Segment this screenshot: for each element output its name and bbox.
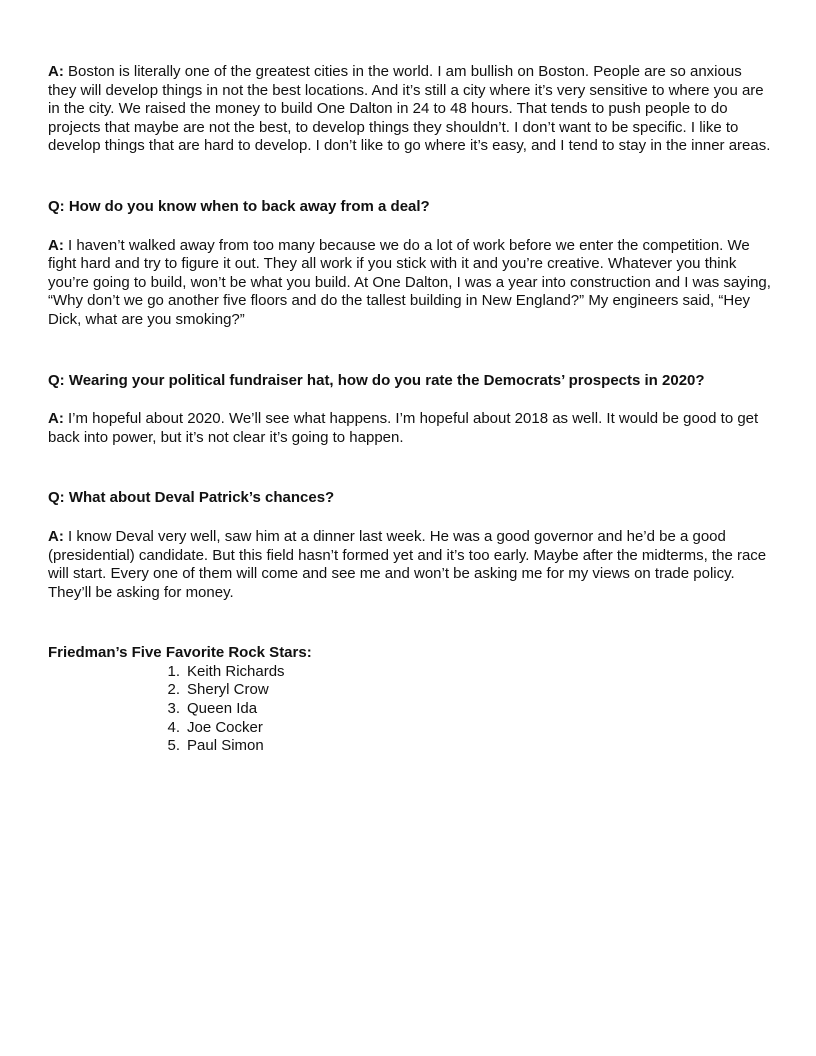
answer-text: Boston is literally one of the greatest cities in the world. I am bullish on Boston. People are so anxious they will develop things in not the best locations. And it’s still a city where it’s very sensitive to where you are in the city. We raised the money to build One Dalton in 24 to 48 hours. That tends to push people to do projects that maybe are not the best, to develop things they shouldn’t. I don’t want to be specific. I like to develop things that are hard to develop. I don’t like to go where it’s easy, and I tend to stay in the inner areas. [48, 63, 771, 155]
answer-label: A: [48, 63, 64, 80]
answer-label: A: [48, 236, 64, 254]
answer-paragraph-democrats-2020 [48, 410, 774, 447]
document-page [48, 63, 774, 756]
list-item-name: Keith Richards [187, 662, 285, 680]
list-item-name: Queen Ida [187, 700, 258, 718]
favorites-title: Friedman’s Five Favorite Rock Stars: [48, 644, 312, 662]
list-item-name: Joe Cocker [187, 718, 263, 736]
question-back-away: Q: How do you know when to back away from a deal? [48, 197, 430, 215]
answer-paragraph-deval-patrick [48, 528, 774, 602]
list-item [48, 719, 774, 738]
list-number: 1. [167, 662, 180, 680]
list-item [48, 737, 774, 756]
favorites-list [48, 663, 774, 756]
answer-label: A: [48, 527, 64, 545]
question-deval-patrick: Q: What about Deval Patrick’s chances? [48, 489, 335, 507]
list-number: 3. [167, 700, 180, 718]
answer-label: A: [48, 410, 64, 428]
list-number: 2. [167, 681, 180, 699]
answer-paragraph-boston [48, 63, 774, 156]
list-item-name: Sheryl Crow [187, 681, 269, 699]
question-democrats-2020: Q: Wearing your political fundraiser hat, how do you rate the Democrats’ prospects in 2020? [48, 371, 705, 389]
list-item [48, 663, 774, 682]
list-number: 5. [167, 737, 180, 755]
list-item [48, 681, 774, 700]
list-number: 4. [167, 718, 180, 736]
list-item [48, 700, 774, 719]
list-item-name: Paul Simon [187, 737, 264, 755]
answer-text: I know Deval very well, saw him at a dinner last week. He was a good governor and he’d be a good (presidential) candidate. But this field hasn’t formed yet and it’s too early. Maybe after the midterms, the race will start. Every one of them will come and see me and won’t be asking me for my views on trade policy. They’ll be asking for money. [48, 527, 767, 601]
answer-text: I’m hopeful about 2020. We’ll see what happens. I’m hopeful about 2018 as well. It would be good to get back into power, but it’s not clear it’s going to happen. [48, 410, 759, 446]
answer-text: I haven’t walked away from too many because we do a lot of work before we enter the competition. We fight hard and try to figure it out. They all work if you stick with it and you’re creative. Whatever you think you’re going to build, won’t be what you build. At One Dalton, I was a year into construction and I was saying, “Why don’t we go another five floors and do the tallest building in New England?” My engineers said, “Hey Dick, what are you smoking?” [48, 236, 771, 328]
answer-paragraph-back-away [48, 237, 774, 330]
